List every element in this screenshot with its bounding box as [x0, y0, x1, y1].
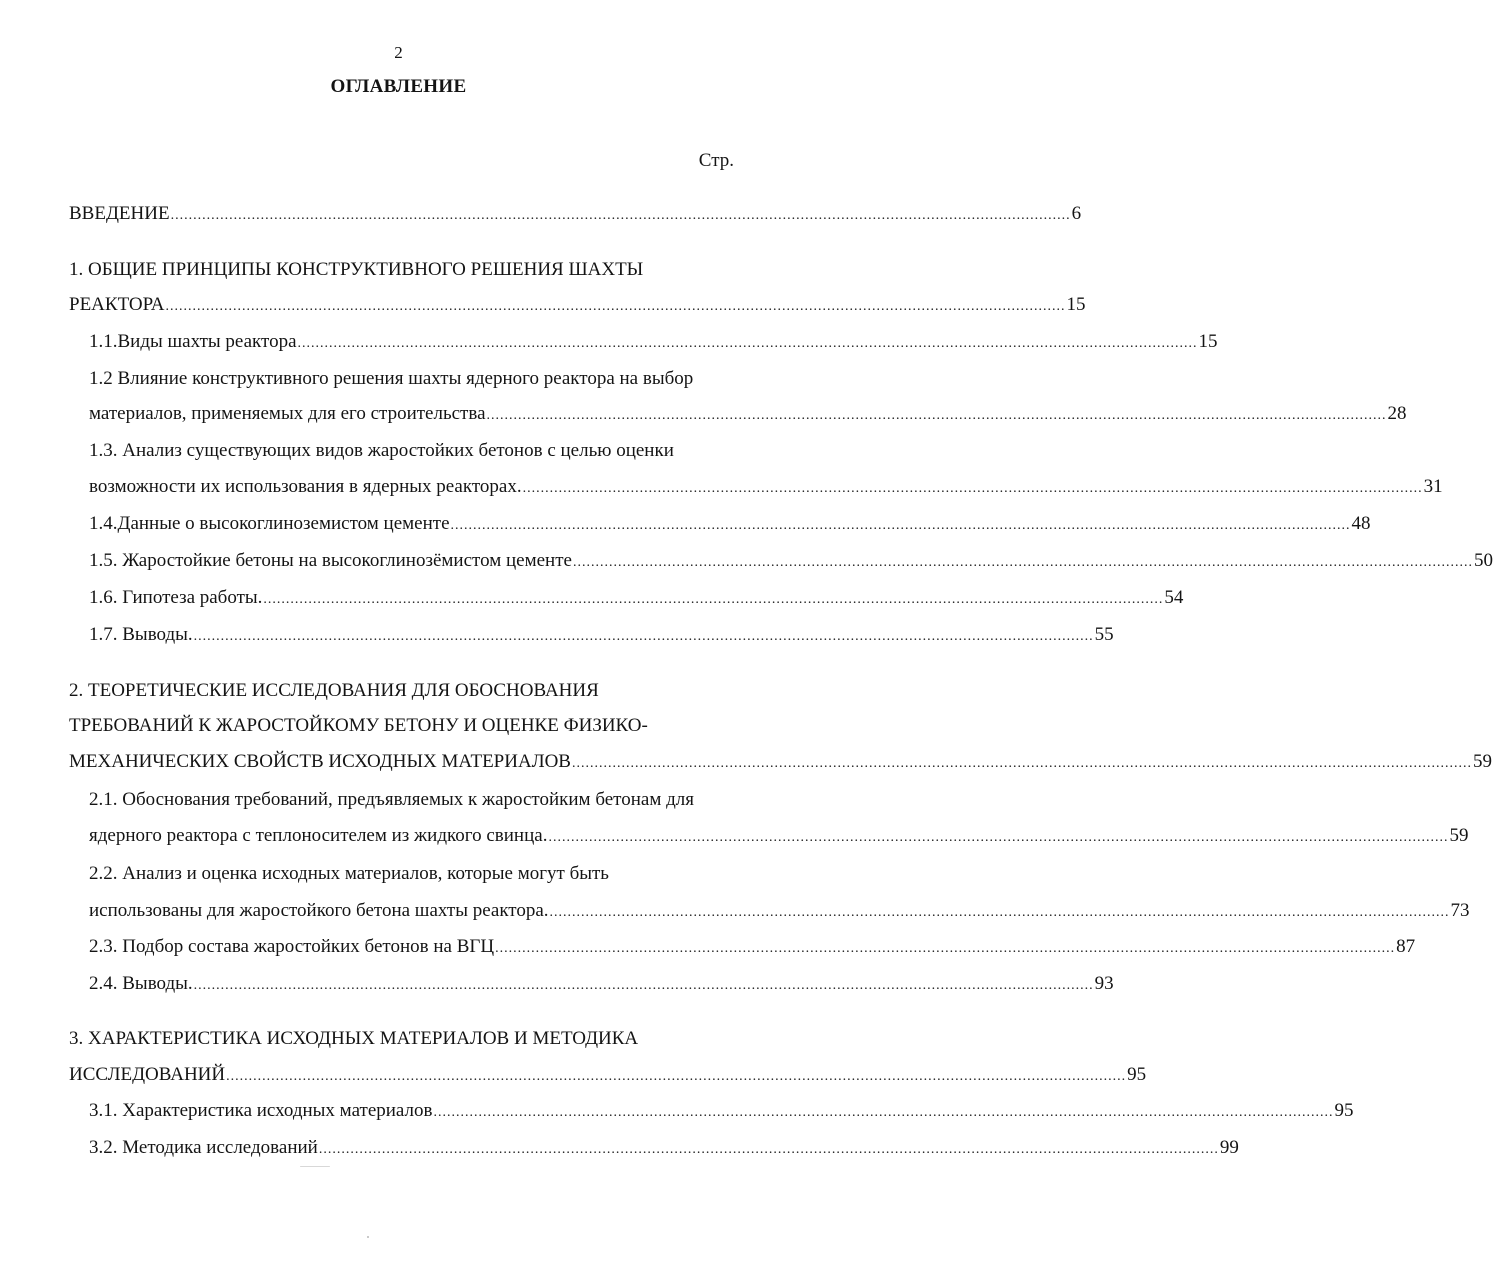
toc-entry-text: возможности их использования в ядерных реакторах. — [89, 476, 522, 497]
toc-entry-text: ядерного реактора с теплоносителем из жидкого свинца. — [89, 825, 548, 846]
leader-dots: ........................................................................................................................................................................................................ — [165, 299, 1066, 314]
toc-entry-text: 3.2. Методика исследований — [89, 1137, 318, 1158]
leader-dots: ........................................................................................................................................................................................................ — [297, 336, 1198, 351]
toc-section-1-2[interactable] — [89, 401, 1407, 427]
toc-entry-text: 1.7. Выводы. — [89, 624, 193, 645]
toc-entry-text: 2. ТЕОРЕТИЧЕСКИЕ ИССЛЕДОВАНИЯ ДЛЯ ОБОСНОВАНИЯ — [69, 680, 599, 701]
page-title: ОГЛАВЛЕНИЕ — [330, 76, 467, 97]
toc-page-number: 59 — [1449, 825, 1469, 846]
toc-entry-text: 1.2 Влияние конструктивного решения шахты ядерного реактора на выбор — [89, 368, 694, 389]
leader-dots: ........................................................................................................................................................................................................ — [263, 592, 1164, 607]
toc-page-number: 48 — [1351, 513, 1371, 534]
page-number: 2 — [394, 43, 403, 62]
leader-dots: ........................................................................................................................................................................................................ — [572, 555, 1473, 570]
toc-entry-intro[interactable] — [69, 201, 1082, 227]
toc-section-1-3[interactable] — [89, 474, 1443, 500]
toc-page-number: 59 — [1472, 751, 1492, 772]
toc-section-1-2-title[interactable] — [89, 366, 734, 392]
toc-entry-text: ВВЕДЕНИЕ — [69, 203, 170, 224]
toc-entry-text: РЕАКТОРА — [69, 294, 165, 315]
toc-page-number: 95 — [1334, 1100, 1354, 1121]
toc-entry-text: 2.3. Подбор состава жаростойких бетонов на ВГЦ — [89, 936, 495, 957]
toc-entry-text: 1.5. Жаростойкие бетоны на высокоглинозёмистом цементе — [89, 550, 572, 571]
toc-page-number: 15 — [1198, 331, 1218, 352]
toc-entry-text: 3.1. Характеристика исходных материалов — [89, 1100, 433, 1121]
toc-entry-text: 1.4.Данные о высокоглиноземистом цементе — [89, 513, 450, 534]
pages-column-label: Стр. — [698, 150, 734, 171]
leader-dots: ........................................................................................................................................................................................................ — [522, 481, 1423, 496]
toc-section-3-1[interactable] — [89, 1098, 1354, 1124]
toc-entry-text: материалов, применяемых для его строительства — [89, 403, 486, 424]
toc-section-2-2-title[interactable] — [89, 861, 734, 887]
leader-dots: ........................................................................................................................................................................................................ — [193, 978, 1094, 993]
toc-page-number: 50 — [1473, 550, 1493, 571]
toc-section-2-2[interactable] — [89, 898, 1470, 924]
toc-page-number: 6 — [1071, 203, 1082, 224]
toc-page-number: 99 — [1219, 1137, 1239, 1158]
leader-dots: ........................................................................................................................................................................................................ — [170, 208, 1071, 223]
toc-page-number: 54 — [1164, 587, 1184, 608]
toc-entry-text: 2.2. Анализ и оценка исходных материалов, которые могут быть — [89, 863, 609, 884]
toc-page-number: 93 — [1094, 973, 1114, 994]
leader-dots: ........................................................................................................................................................................................................ — [549, 905, 1450, 920]
toc-entry-text: 1. ОБЩИЕ ПРИНЦИПЫ КОНСТРУКТИВНОГО РЕШЕНИЯ ШАХТЫ — [69, 259, 644, 280]
toc-chapter-1-title[interactable] — [69, 257, 734, 283]
toc-entry-text: 3. ХАРАКТЕРИСТИКА ИСХОДНЫХ МАТЕРИАЛОВ И МЕТОДИКА — [69, 1028, 639, 1049]
leader-dots: ........................................................................................................................................................................................................ — [571, 756, 1472, 771]
leader-dots: ........................................................................................................................................................................................................ — [548, 830, 1449, 845]
toc-page-number: 87 — [1396, 936, 1416, 957]
leader-dots: ........................................................................................................................................................................................................ — [450, 518, 1351, 533]
leader-dots: ........................................................................................................................................................................................................ — [433, 1105, 1334, 1120]
toc-entry-text: ТРЕБОВАНИЙ К ЖАРОСТОЙКОМУ БЕТОНУ И ОЦЕНКЕ ФИЗИКО- — [69, 715, 648, 736]
toc-chapter-3[interactable] — [69, 1062, 1147, 1088]
toc-page-number: 31 — [1423, 476, 1443, 497]
toc-entry-text: 1.1.Виды шахты реактора — [89, 331, 297, 352]
toc-entry-text: 1.3. Анализ существующих видов жаростойких бетонов с целью оценки — [89, 440, 674, 461]
toc-page-number: 15 — [1066, 294, 1086, 315]
leader-dots: ........................................................................................................................................................................................................ — [495, 941, 1396, 956]
toc-section-1-1[interactable] — [89, 329, 1218, 355]
toc-section-1-6[interactable] — [89, 585, 1184, 611]
toc-page-number: 28 — [1387, 403, 1407, 424]
toc-page-number: 73 — [1450, 900, 1470, 921]
toc-page-number: 95 — [1127, 1064, 1147, 1085]
toc-section-1-4[interactable] — [89, 511, 1371, 537]
toc-entry-text: использованы для жаростойкого бетона шахты реактора. — [89, 900, 549, 921]
toc-chapter-2-title-2[interactable] — [69, 713, 734, 739]
toc-entry-text: 1.6. Гипотеза работы. — [89, 587, 263, 608]
toc-section-3-2[interactable] — [89, 1135, 1239, 1161]
toc-section-1-3-title[interactable] — [89, 438, 734, 464]
toc-entry-text: ИССЛЕДОВАНИЙ — [69, 1064, 226, 1085]
toc-section-1-5[interactable] — [89, 548, 1493, 574]
toc-chapter-3-title[interactable] — [69, 1026, 734, 1052]
leader-dots: ........................................................................................................................................................................................................ — [486, 408, 1387, 423]
toc-section-2-3[interactable] — [89, 934, 1416, 960]
toc-section-2-4[interactable] — [89, 971, 1114, 997]
toc-section-2-1-title[interactable] — [89, 787, 734, 813]
toc-section-2-1[interactable] — [89, 823, 1469, 849]
leader-dots: ........................................................................................................................................................................................................ — [193, 629, 1094, 644]
scan-speck — [300, 1166, 330, 1167]
toc-chapter-2[interactable] — [69, 749, 1492, 775]
leader-dots: ........................................................................................................................................................................................................ — [226, 1069, 1127, 1084]
toc-chapter-2-title-1[interactable] — [69, 678, 734, 704]
toc-entry-text: МЕХАНИЧЕСКИХ СВОЙСТВ ИСХОДНЫХ МАТЕРИАЛОВ — [69, 751, 571, 772]
toc-section-1-7[interactable] — [89, 622, 1114, 648]
toc-entry-text: 2.4. Выводы. — [89, 973, 193, 994]
toc-chapter-1[interactable] — [69, 292, 1086, 318]
toc-entry-text: 2.1. Обоснования требований, предъявляемых к жаростойким бетонам для — [89, 789, 694, 810]
leader-dots: ........................................................................................................................................................................................................ — [318, 1142, 1219, 1157]
scan-speck — [367, 1236, 369, 1238]
toc-page-number: 55 — [1094, 624, 1114, 645]
